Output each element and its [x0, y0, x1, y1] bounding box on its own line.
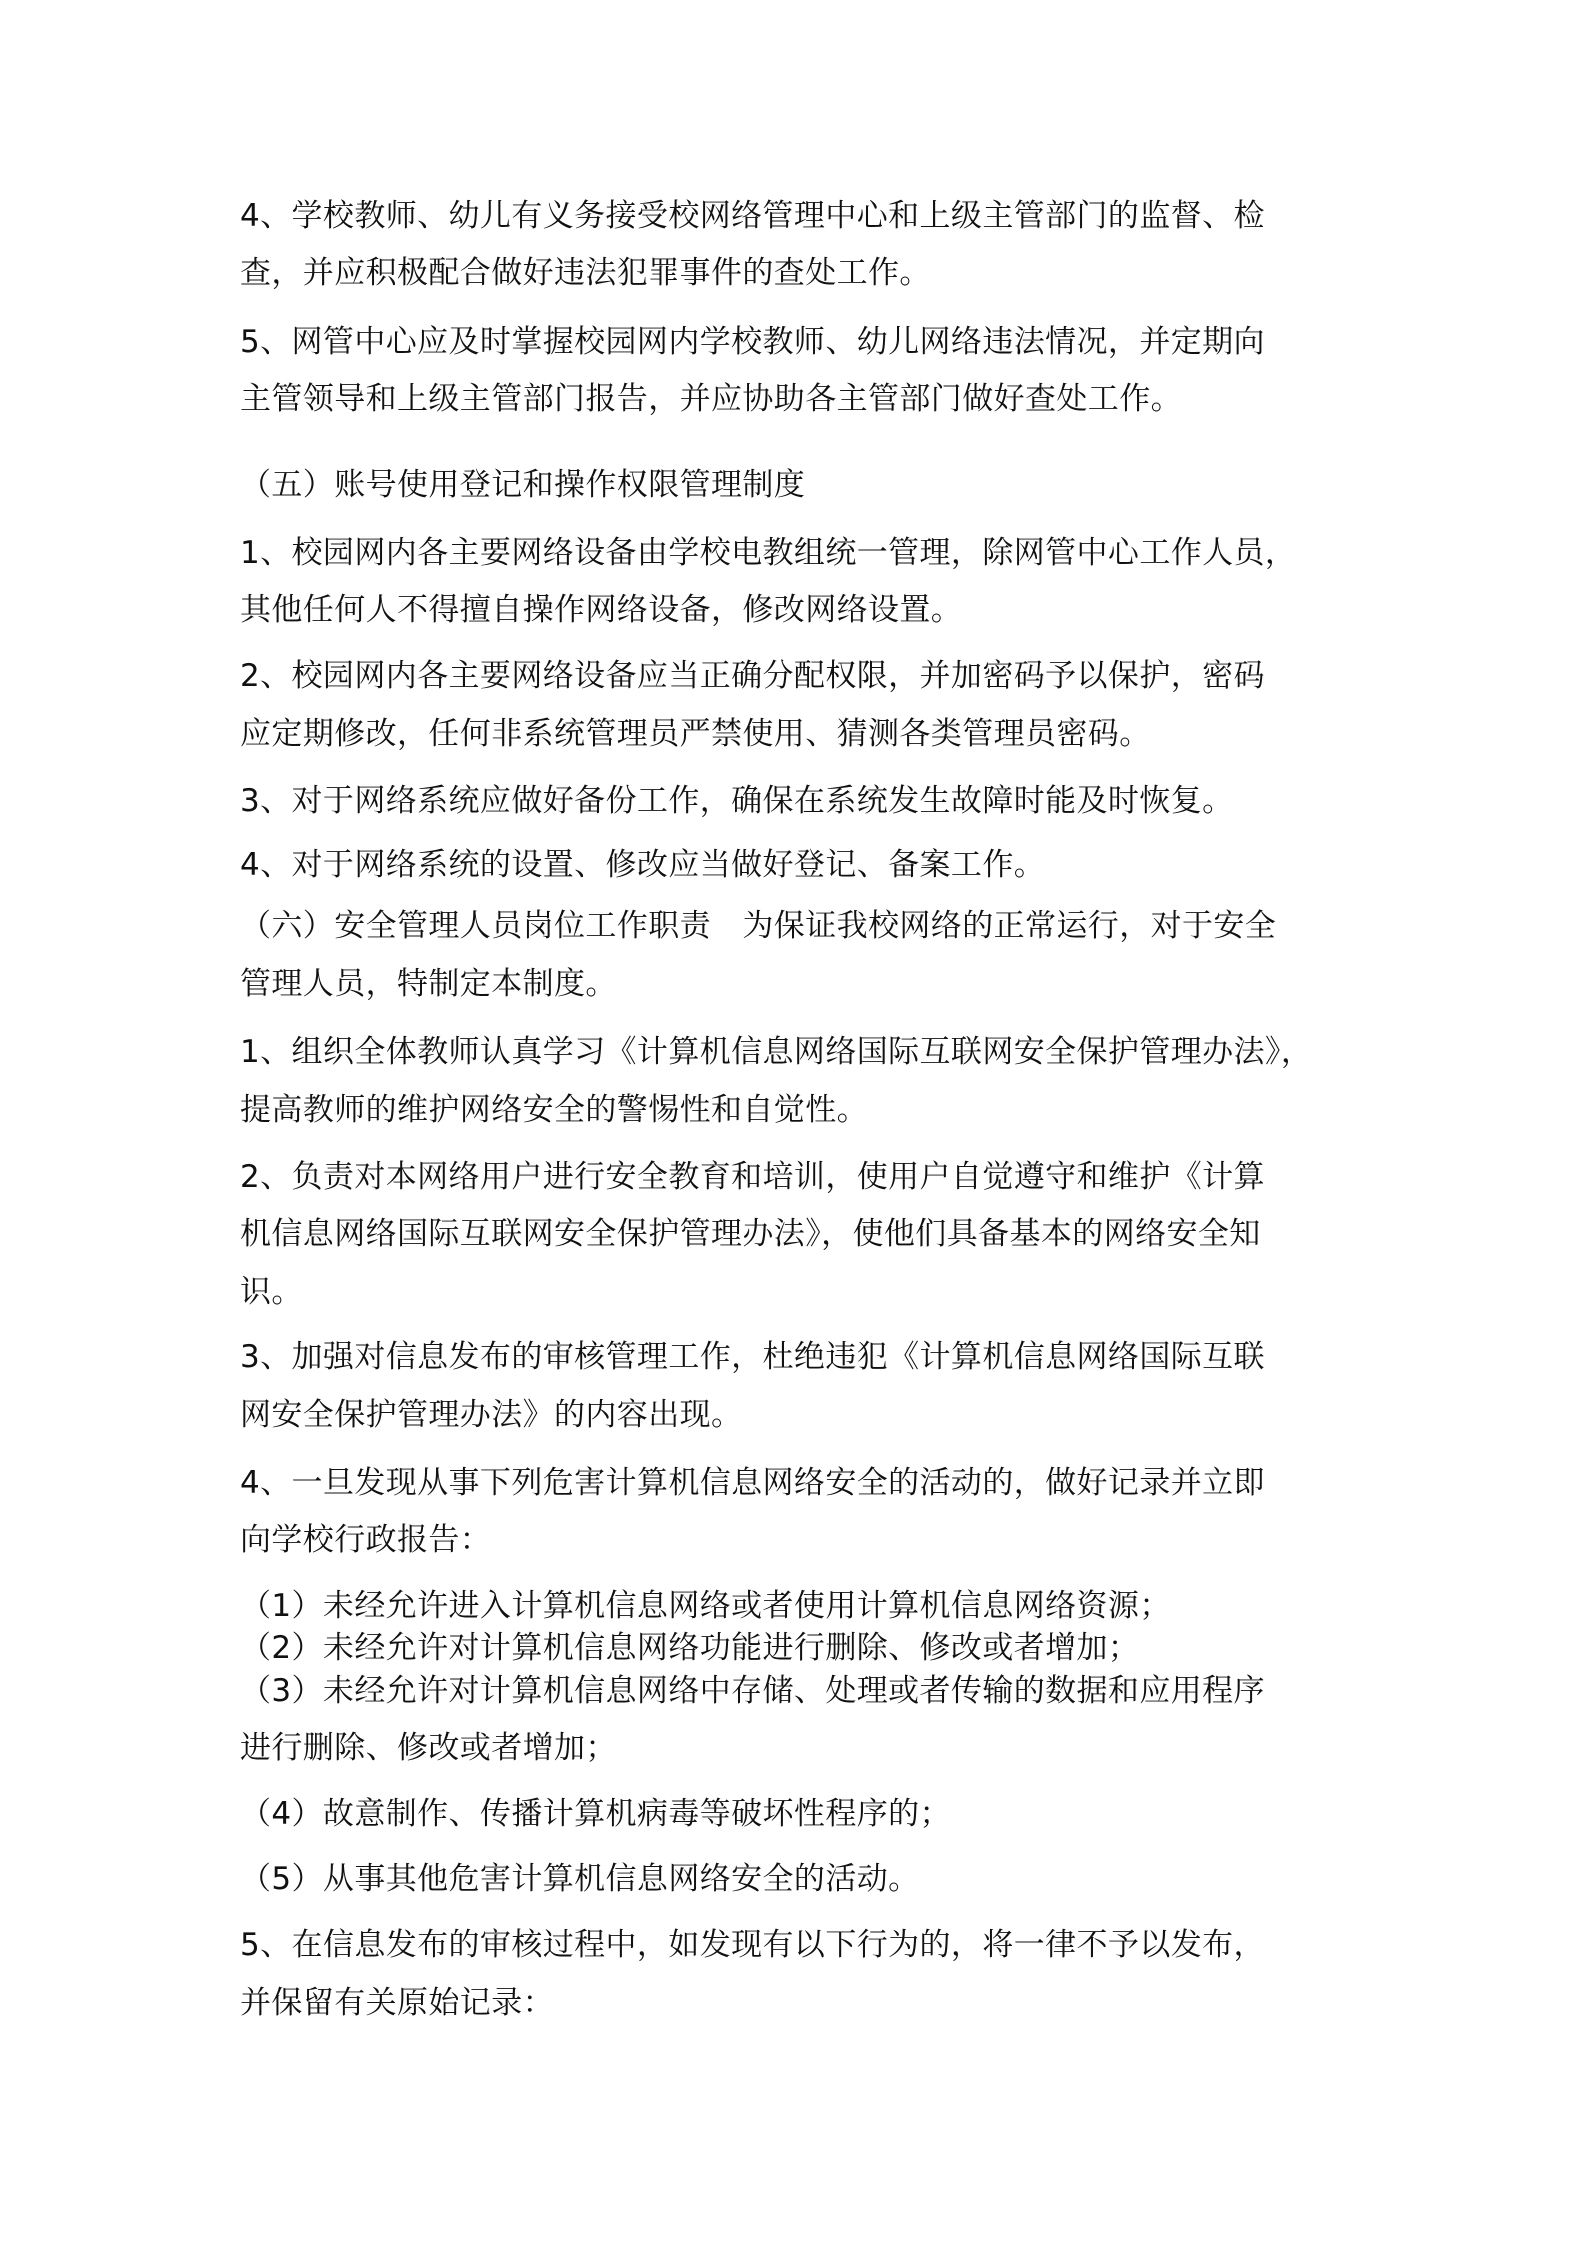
text-line: 应定期修改，任何非系统管理员严禁使用、猜测各类管理员密码。 [240, 716, 1151, 752]
text-line: 并保留有关原始记录： [240, 1985, 554, 2021]
text-line: 3、加强对信息发布的审核管理工作，杜绝违犯《计算机信息网络国际互联 [240, 1339, 1265, 1375]
section-heading: （五）账号使用登记和操作权限管理制度 [240, 467, 806, 503]
text-line: 5、网管中心应及时掌握校园网内学校教师、幼儿网络违法情况，并定期向 [240, 324, 1265, 360]
text-line: 管理人员，特制定本制度。 [240, 966, 617, 1002]
text-line: 2、负责对本网络用户进行安全教育和培训，使用户自觉遵守和维护《计算 [240, 1159, 1265, 1195]
text-line: 识。 [240, 1274, 303, 1310]
text-line: 2、校园网内各主要网络设备应当正确分配权限，并加密码予以保护，密码 [240, 658, 1265, 694]
text-line: 主管领导和上级主管部门报告，并应协助各主管部门做好查处工作。 [240, 381, 1182, 417]
text-line: 1、组织全体教师认真学习《计算机信息网络国际互联网安全保护管理办法》， [240, 1034, 1313, 1070]
text-line: 进行删除、修改或者增加； [240, 1730, 617, 1766]
text-line: 网安全保护管理办法》的内容出现。 [240, 1397, 743, 1433]
text-line: 提高教师的维护网络安全的警惕性和自觉性。 [240, 1092, 868, 1128]
text-line: 3、对于网络系统应做好备份工作，确保在系统发生故障时能及时恢复。 [240, 783, 1234, 819]
text-line: 向学校行政报告： [240, 1522, 492, 1558]
list-item: （5）从事其他危害计算机信息网络安全的活动。 [240, 1861, 920, 1897]
section-heading: （六）安全管理人员岗位工作职责 为保证我校网络的正常运行，对于安全 [240, 908, 1277, 944]
list-item: （2）未经允许对计算机信息网络功能进行删除、修改或者增加； [240, 1630, 1140, 1666]
text-line: 机信息网络国际互联网安全保护管理办法》，使他们具备基本的网络安全知 [240, 1216, 1261, 1252]
list-item: （1）未经允许进入计算机信息网络或者使用计算机信息网络资源； [240, 1588, 1171, 1624]
text-line: 4、学校教师、幼儿有义务接受校网络管理中心和上级主管部门的监督、检 [240, 198, 1265, 234]
list-item: （4）故意制作、传播计算机病毒等破坏性程序的； [240, 1796, 951, 1832]
text-line: 5、在信息发布的审核过程中，如发现有以下行为的，将一律不予以发布， [240, 1927, 1265, 1963]
text-line: 1、校园网内各主要网络设备由学校电教组统一管理，除网管中心工作人员， [240, 535, 1297, 571]
text-line: 4、一旦发现从事下列危害计算机信息网络安全的活动的，做好记录并立即 [240, 1465, 1265, 1501]
text-line: 查，并应积极配合做好违法犯罪事件的查处工作。 [240, 255, 931, 291]
text-line: 4、对于网络系统的设置、修改应当做好登记、备案工作。 [240, 847, 1046, 883]
text-line: 其他任何人不得擅自操作网络设备，修改网络设置。 [240, 592, 963, 628]
list-item: （3）未经允许对计算机信息网络中存储、处理或者传输的数据和应用程序 [240, 1673, 1265, 1709]
